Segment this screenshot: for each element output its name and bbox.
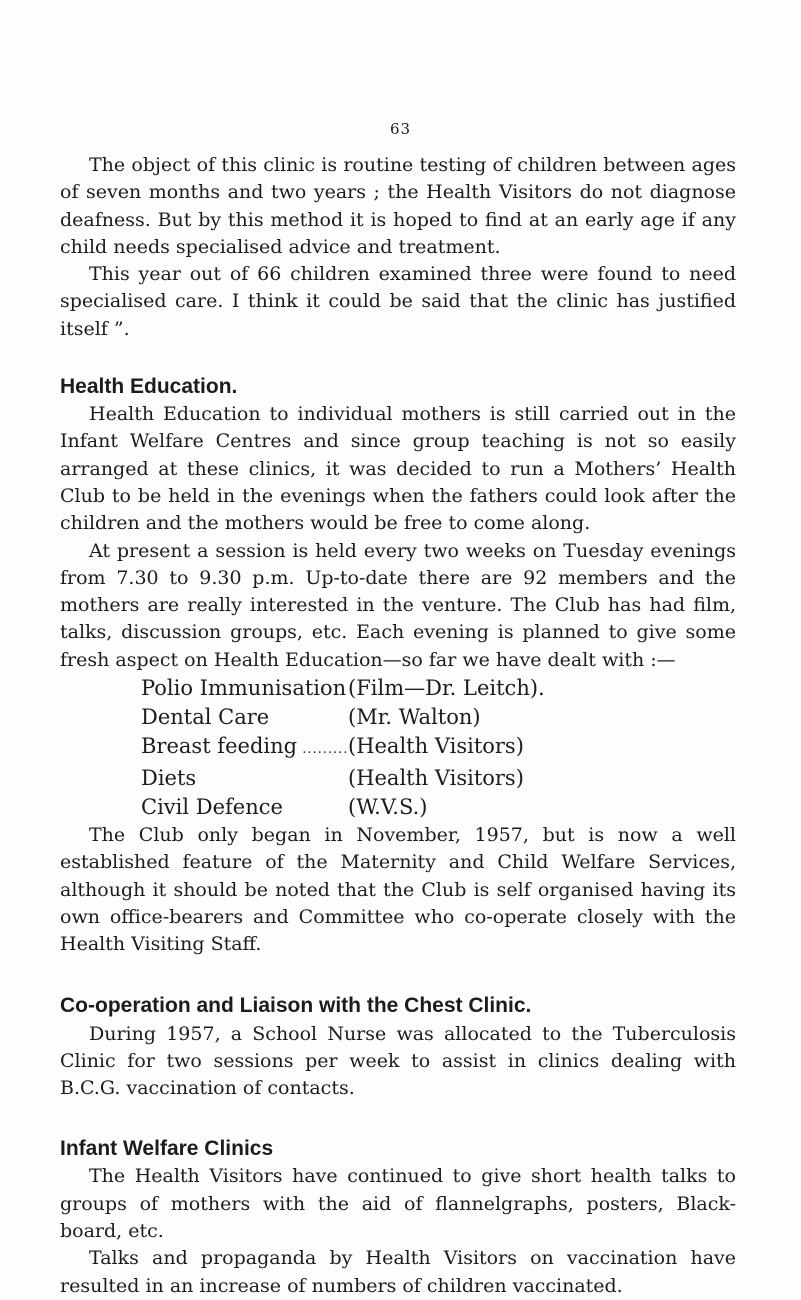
page-number: 63	[389, 120, 412, 138]
infant-welfare-paragraph-1: The Health Visitors have continued to give short health talks to groups of mothers with the aid of flannelgraphs, posters, Black-board, etc.	[60, 1165, 736, 1243]
intro-paragraph-2: This year out of 66 children examined three were found to need specialised care. I think it could be said that the clinic has justified itself ”.	[60, 263, 736, 340]
talk-topic: Dental Care	[141, 705, 270, 730]
talk-item	[141, 764, 736, 793]
infant-welfare-paragraph-2: Talks and propaganda by Health Visitors on vaccination have resulted in an increase of numbers of children vaccinated.	[60, 1247, 736, 1297]
section-heading-infant-welfare: Infant Welfare Clinics	[60, 1137, 274, 1161]
talk-topic: Breast feeding .....	[141, 732, 348, 764]
talk-item	[141, 793, 736, 822]
talk-speaker: (Mr. Walton)	[348, 705, 481, 730]
talk-topic: Polio Immunisation	[141, 676, 347, 701]
talk-speaker: (Health Visitors)	[348, 734, 524, 759]
health-education-paragraph-1: Health Education to individual mothers is still carried out in the Infant Welfare Centres and since group teaching is not so easily arranged at these clinics, it was decided to run a Mothers’ Health Club to be held in the evenings when the fathers could look after the children and the mothers would be free to come along.	[60, 403, 736, 535]
talk-item	[141, 703, 736, 732]
page-content	[60, 152, 736, 1300]
talk-item	[141, 674, 736, 703]
co-operation-paragraph: During 1957, a School Nurse was allocated to the Tuberculosis Clinic for two sessions per week to assist in clinics dealing with B.C.G. vaccination of contacts.	[60, 1022, 736, 1100]
talk-speaker: (Film—Dr. Leitch).	[348, 676, 545, 701]
health-education-paragraph-2: At present a session is held every two weeks on Tuesday evenings from 7.30 to 9.30 p.m. Up-to-date there are 92 members and the mothers are really interested in the venture. The Club has had film, talks, discussion groups, etc. Each evening is planned to give some fresh aspect on Health Education—so far we have dealt with :—	[60, 539, 736, 671]
talk-topic: Diets	[141, 766, 197, 791]
talk-item	[141, 732, 736, 764]
intro-paragraph-1: The object of this clinic is routine testing of children between ages of seven months and two years ; the Health Visitors do not diagnose deafness. But by this method it is hoped to find at an early age if any child needs specialised advice and treatment.	[60, 154, 736, 258]
talk-topic: Civil Defence	[141, 795, 283, 820]
talk-speaker: (Health Visitors)	[348, 766, 524, 791]
health-education-closing-paragraph: The Club only began in November, 1957, but is now a well established feature of the Maternity and Child Welfare Services, although it should be noted that the Club is self organised having its own office-bearers and Committee who co-operate closely with the Health Visiting Staff.	[60, 824, 736, 956]
talk-speaker: (W.V.S.)	[348, 795, 428, 820]
talks-list	[141, 674, 736, 822]
section-heading-co-operation: Co-operation and Liaison with the Chest Clinic.	[60, 993, 532, 1017]
section-heading-health-education: Health Education.	[60, 375, 238, 399]
